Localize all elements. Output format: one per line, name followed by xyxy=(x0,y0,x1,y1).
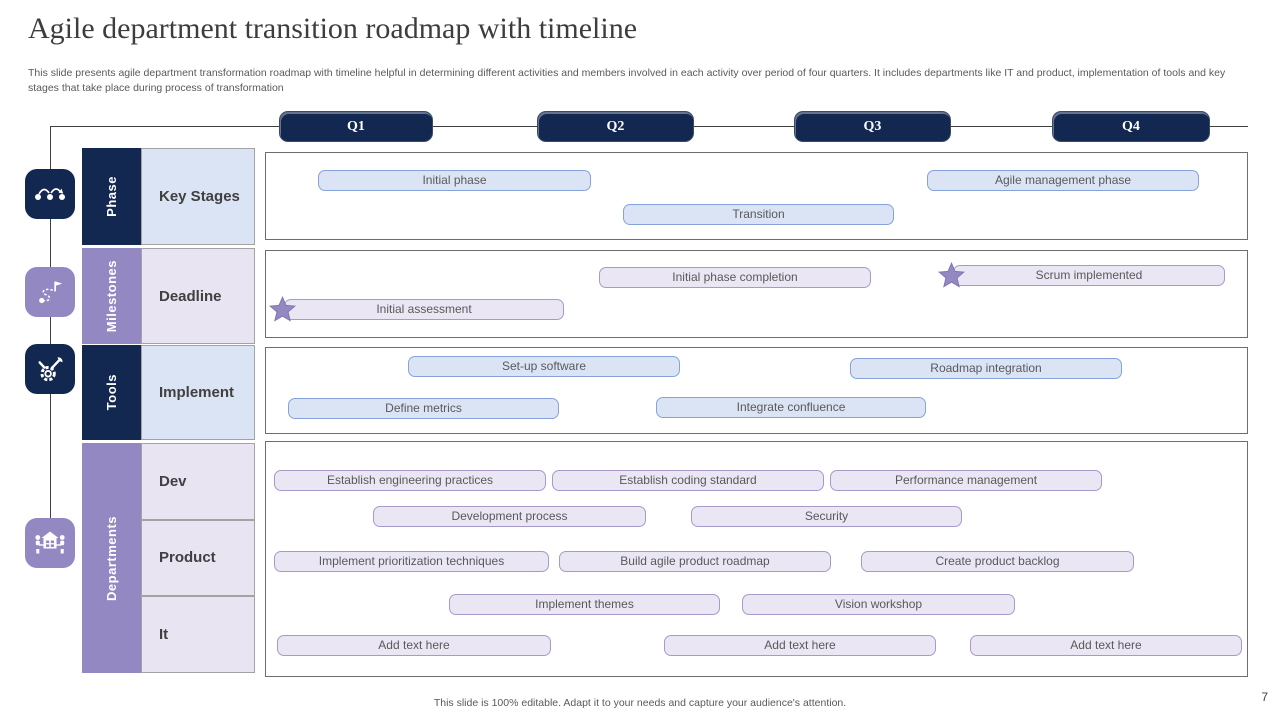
timeline-bar-vision-workshop[interactable]: Vision workshop xyxy=(742,594,1015,615)
timeline-bar-set-up-software[interactable]: Set-up software xyxy=(408,356,680,377)
row-category-strip-tools xyxy=(82,345,141,440)
timeline-bar-roadmap-integration[interactable]: Roadmap integration xyxy=(850,358,1122,379)
timeline-bar-add-text-here[interactable]: Add text here xyxy=(970,635,1242,656)
timeline-bar-scrum-implemented[interactable]: Scrum implemented xyxy=(953,265,1225,286)
row-category-strip-phase xyxy=(82,148,141,245)
timeline-bar-initial-phase-completion[interactable]: Initial phase completion xyxy=(599,267,871,288)
timeline-bar-define-metrics[interactable]: Define metrics xyxy=(288,398,559,419)
row-label: Dev xyxy=(159,472,187,490)
milestone-star-icon xyxy=(937,261,966,290)
milestone-star-icon xyxy=(268,295,297,324)
row-category-strip-departments xyxy=(82,443,141,673)
timeline-bar-transition[interactable]: Transition xyxy=(623,204,894,225)
timeline-bar-security[interactable]: Security xyxy=(691,506,962,527)
row-label-cell-implement xyxy=(141,345,255,440)
quarter-q1-button[interactable]: Q1 xyxy=(280,112,432,141)
quarter-q4-button[interactable]: Q4 xyxy=(1053,112,1209,141)
row-category-label: Phase xyxy=(104,176,119,217)
timeline-bar-initial-assessment[interactable]: Initial assessment xyxy=(284,299,564,320)
milestone-path-icon xyxy=(25,267,75,317)
quarter-q3-button[interactable]: Q3 xyxy=(795,112,950,141)
tools-gear-icon xyxy=(25,344,75,394)
process-flow-icon xyxy=(25,169,75,219)
timeline-bar-establish-coding-standard[interactable]: Establish coding standard xyxy=(552,470,824,491)
row-label-cell-dev xyxy=(141,443,255,520)
timeline-bar-establish-engineering-practices[interactable]: Establish engineering practices xyxy=(274,470,546,491)
row-category-label: Tools xyxy=(104,374,119,411)
departments-building-icon xyxy=(25,518,75,568)
quarter-q2-button[interactable]: Q2 xyxy=(538,112,693,141)
timeline-bar-development-process[interactable]: Development process xyxy=(373,506,646,527)
timeline-bar-agile-management-phase[interactable]: Agile management phase xyxy=(927,170,1199,191)
timeline-bar-initial-phase[interactable]: Initial phase xyxy=(318,170,591,191)
timeline-bar-create-product-backlog[interactable]: Create product backlog xyxy=(861,551,1134,572)
row-content-box-milestones xyxy=(265,250,1248,338)
row-label-cell-it xyxy=(141,596,255,673)
row-content-box-departments xyxy=(265,441,1248,677)
timeline-bar-implement-prioritization-techniques[interactable]: Implement prioritization techniques xyxy=(274,551,549,572)
slide-description: This slide presents agile department transformation roadmap with timeline helpful in determining different activities and members involved in each activity over period of four quarters. It includes departments like IT and product, implementation of tools and key stages that take place during process of transformation xyxy=(28,67,1226,95)
timeline-bar-implement-themes[interactable]: Implement themes xyxy=(449,594,720,615)
row-label: It xyxy=(159,626,169,644)
row-label: Key Stages xyxy=(159,188,240,205)
row-category-strip-milestones xyxy=(82,248,141,344)
row-label: Deadline xyxy=(159,287,222,305)
row-label: Implement xyxy=(159,384,235,401)
timeline-bar-add-text-here[interactable]: Add text here xyxy=(277,635,551,656)
timeline-bar-performance-management[interactable]: Performance management xyxy=(830,470,1102,491)
timeline-bar-build-agile-product-roadmap[interactable]: Build agile product roadmap xyxy=(559,551,831,572)
page-number: 7 xyxy=(1261,690,1268,704)
row-content-box-phase xyxy=(265,152,1248,240)
row-category-label: Milestones xyxy=(104,259,119,333)
row-category-label: Departments xyxy=(104,515,119,601)
row-label-cell-deadline xyxy=(141,248,255,344)
timeline-bar-integrate-confluence[interactable]: Integrate confluence xyxy=(656,397,926,418)
page-title: Agile department transition roadmap with timeline xyxy=(28,12,638,45)
row-label-cell-product xyxy=(141,520,255,597)
row-content-box-tools xyxy=(265,347,1248,434)
row-label: Product xyxy=(159,549,216,567)
footer-note: This slide is 100% editable. Adapt it to your needs and capture your audience's attention. xyxy=(433,697,847,709)
timeline-bar-add-text-here[interactable]: Add text here xyxy=(664,635,936,656)
row-label-cell-key-stages xyxy=(141,148,255,245)
